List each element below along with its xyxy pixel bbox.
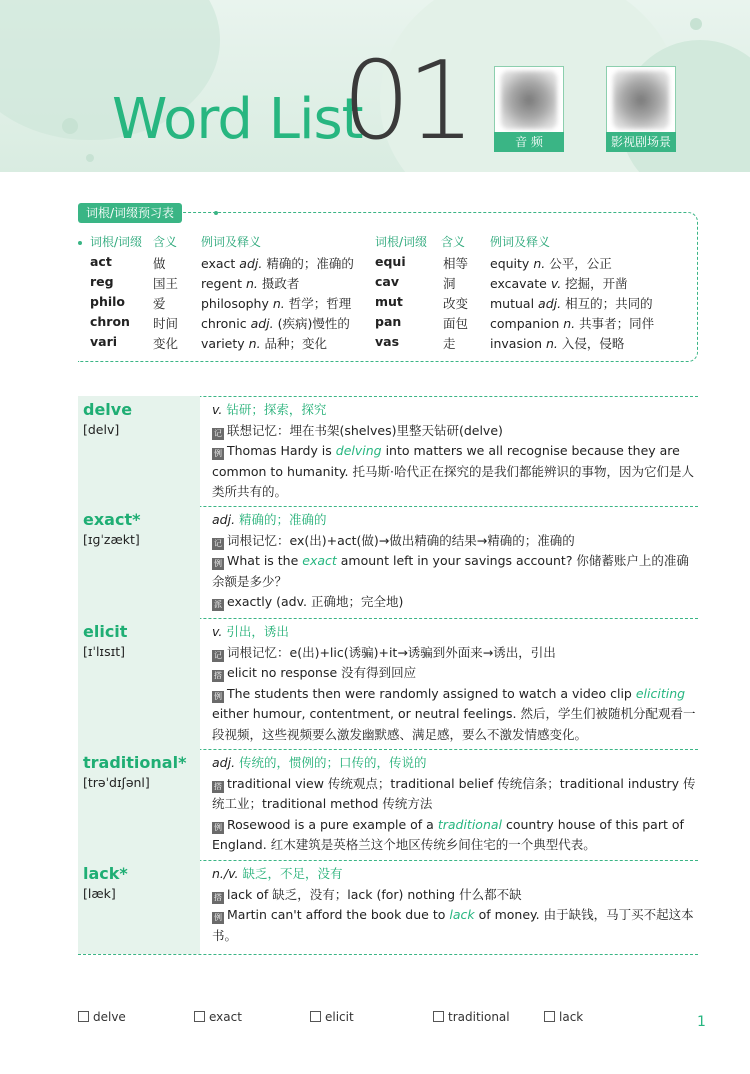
word-entry [78,749,698,861]
decorative-dot [690,18,702,30]
example-pos: n. [246,276,258,291]
prefix-meaning: 洞 [443,276,456,291]
prefix-example [490,274,628,292]
example-word: regent [201,276,243,291]
entry-line [212,421,700,442]
example-text: amount left in your savings account? 你储蓄账户上的准确余额是多少？ [212,553,689,589]
definition: 传统的，惯例的；口传的，传说的 [239,755,427,770]
example-word: philosophy [201,296,269,311]
definition-line [212,400,700,421]
qr-image [501,71,557,129]
phonetic: [ɪɡˈzækt] [83,532,140,547]
phonetic: [læk] [83,886,116,901]
example-pos: n. [546,336,558,351]
prefix-root: philo [90,294,126,309]
highlighted-word: delving [335,443,382,458]
col-header-root: 词根/词缀 [90,235,143,249]
example-word: mutual [490,296,535,311]
example-word: excavate [490,276,547,291]
example-pos: adj. [538,296,562,311]
part-of-speech: v. [212,624,223,639]
checklist-item[interactable] [433,1010,510,1024]
prefix-meaning: 面包 [443,316,469,331]
entry-content [212,400,700,503]
prefix-example [490,294,653,312]
entry-line [212,663,700,684]
prefix-root: chron [90,314,130,329]
example-text: Rosewood is a pure example of a [227,816,438,832]
video-qr-code[interactable] [606,66,676,152]
example-text: Thomas Hardy is [227,443,336,458]
example-text: into matters we all recognise because they are common to humanity. 托马斯·哈代正在探究的是我们都能辨识的事物，因为它们是人类所共有的。 [212,443,694,499]
example-pos: adj. [239,256,263,271]
line-badge: 记 [214,538,222,548]
col-header-meaning: 含义 [153,235,178,249]
example-def: 公平，公正 [549,256,612,271]
line-badge: 例 [214,822,222,832]
audio-qr-code[interactable] [494,66,564,152]
checklist-item[interactable] [310,1010,354,1024]
example-def: 品种；变化 [264,336,328,351]
line-badge: 记 [214,650,222,660]
definition: 精确的；准确的 [239,512,327,527]
example-word: chronic [201,316,247,331]
example-def: (疾病)慢性的 [277,316,350,331]
line-text: 联想记忆：埋在书架(shelves)里整天钻研(delve) [227,422,503,438]
checkbox[interactable] [78,1011,89,1022]
entry-headword-panel [78,506,200,618]
line-text: traditional view 传统观点；traditional belief 传统信条；traditional industry 传统工业；traditional method 传统方法 [212,775,696,811]
prefix-example [201,314,350,332]
example-pos: n. [533,256,546,271]
line-badge: 搭 [214,892,222,902]
example-text: The students then were randomly assigned to watch a video clip [227,685,636,701]
checkbox[interactable] [544,1011,555,1022]
entry-line [212,441,700,503]
definition-line [212,864,700,885]
example-pos: n. [272,296,285,311]
example-def: 挖掘，开凿 [565,276,628,291]
decorative-dot [62,118,78,134]
line-text: 词根记忆：ex(出)+act(做)→做出精确的结果→精确的；准确的 [227,532,575,548]
headword: traditional* [83,753,187,772]
part-of-speech: v. [212,402,223,417]
prefix-root: mut [375,294,403,309]
entry-line [212,531,700,552]
decorative-dot [86,154,94,162]
entry-content [212,753,700,856]
prefix-root: reg [90,274,114,289]
checkbox[interactable] [194,1011,205,1022]
example-def: 共事者；同伴 [579,316,655,331]
entry-line [212,774,700,815]
prefix-root: cav [375,274,399,289]
entry-line [212,905,700,946]
page-header [0,0,750,172]
col-header-meaning: 含义 [441,235,466,249]
prefix-meaning: 做 [153,256,166,271]
dot-marker [214,211,218,215]
prefix-example [490,314,654,332]
entry-headword-panel [78,618,200,749]
checklist-word: elicit [325,1010,354,1024]
definition-line [212,510,700,531]
definition: 缺乏，不足，没有 [242,866,343,881]
entry-headword-panel [78,396,200,506]
phonetic: [ɪˈlɪsɪt] [83,644,126,659]
entry-headword-panel [78,860,200,954]
part-of-speech: adj. [212,755,236,770]
prefix-meaning: 改变 [443,296,469,311]
example-word: invasion [490,336,543,351]
line-badge: 例 [214,449,222,458]
entry-content [212,510,700,613]
prefix-example [201,274,299,292]
line-badge: 例 [214,559,222,568]
prefix-root: act [90,254,112,269]
prefix-root: pan [375,314,402,329]
line-badge: 例 [214,913,222,922]
example-word: equity [490,256,530,271]
prefix-meaning: 走 [443,336,456,351]
example-def: 哲学；哲理 [288,296,352,311]
example-text: What is the [227,553,303,568]
prefix-meaning: 爱 [153,296,166,311]
example-word: exact [201,256,236,271]
headword: lack* [83,864,128,883]
word-entry [78,506,698,619]
checkbox[interactable] [310,1011,321,1022]
example-word: companion [490,316,560,331]
line-text: exactly (adv. 正确地；完全地) [227,594,404,609]
entry-headword-panel [78,749,200,860]
prefix-meaning: 国王 [153,276,179,291]
checklist-word: exact [209,1010,242,1024]
definition-line [212,622,700,643]
video-qr-label: 影视剧场景 [606,132,676,152]
example-pos: adj. [250,316,274,331]
col-header-example: 例词及释义 [490,235,551,249]
line-badge: 搭 [214,671,222,680]
example-word: variety [201,336,245,351]
prefix-meaning: 时间 [153,316,179,331]
line-badge: 记 [214,428,222,438]
word-entry [78,618,698,750]
checkbox[interactable] [433,1011,444,1022]
prefix-table-tag: 词根/词缀预习表 [78,203,182,223]
highlighted-word: traditional [437,816,502,832]
col-header-example: 例词及释义 [201,235,262,249]
example-def: 相互的；共同的 [565,296,653,311]
checklist-item[interactable] [78,1010,126,1024]
prefix-meaning: 变化 [153,336,179,351]
list-number: 01 [342,39,472,164]
headword: elicit [83,622,128,641]
highlighted-word: lack [449,907,475,922]
checklist-word: traditional [448,1010,510,1024]
checklist-word: lack [559,1010,584,1024]
entry-line [212,885,700,906]
example-def: 精确的；准确的 [266,256,354,271]
highlighted-word: eliciting [635,685,686,701]
word-list-title: Word List [112,87,363,152]
page-number: 1 [697,1014,706,1030]
phonetic: [delv] [83,422,120,437]
entry-line [212,684,700,746]
example-text: of money. 由于缺钱，马丁买不起这本书。 [212,907,694,943]
entry-line [212,643,700,664]
col-header-root: 词根/词缀 [375,235,428,249]
prefix-example [490,254,612,272]
example-text: Martin can't afford the book due to [227,907,450,922]
example-text: country house of this part of England. 红木建筑是英格兰这个地区传统乡间住宅的一个典型代表。 [212,816,684,852]
line-text: lack of 缺乏，没有；lack (for) nothing 什么都不缺 [227,886,522,902]
definition: 钻研；探索，探究 [226,402,327,417]
entry-line [212,815,700,856]
prefix-root: vas [375,334,400,349]
line-text: 词根记忆：e(出)+lic(诱骗)+it→诱骗到外面来→诱出，引出 [227,644,556,660]
headword: delve [83,400,133,419]
part-of-speech: n./v. [212,866,239,881]
part-of-speech: adj. [212,512,236,527]
word-entry [78,860,698,955]
example-def: 入侵，侵略 [561,336,625,351]
prefix-root: equi [375,254,406,269]
entry-content [212,864,700,946]
checklist-item[interactable] [544,1010,583,1024]
headword: exact* [83,510,141,529]
highlighted-word: exact [302,553,337,568]
example-text: either humour, contentment, or neutral feelings. 然后，学生们被随机分配观看一段视频，这些视频要么激发幽默感、满足感，要么不激发情感变化。 [212,706,696,742]
prefix-example [201,334,327,352]
qr-image [613,71,669,129]
checklist-word: delve [93,1010,126,1024]
prefix-root: vari [90,334,118,349]
prefix-example [201,294,351,312]
definition-line [212,753,700,774]
entry-content [212,622,700,745]
checklist-item[interactable] [194,1010,242,1024]
word-entry [78,396,698,507]
line-badge: 例 [214,691,222,701]
entry-line [212,551,700,592]
prefix-meaning: 相等 [443,256,469,271]
definition: 引出，诱出 [226,624,289,639]
example-def: 摄政者 [261,276,300,291]
example-pos: v. [550,276,562,291]
line-badge: 搭 [214,781,222,791]
line-text: elicit no response 没有得到回应 [227,665,417,680]
example-pos: n. [563,316,576,331]
dot-marker [78,241,82,245]
phonetic: [trəˈdɪʃənl] [83,775,150,790]
entry-line [212,592,700,613]
prefix-example [201,254,354,272]
line-badge: 派 [214,600,222,609]
example-pos: n. [248,336,261,351]
audio-qr-label: 音 频 [494,132,564,152]
prefix-example [490,334,624,352]
